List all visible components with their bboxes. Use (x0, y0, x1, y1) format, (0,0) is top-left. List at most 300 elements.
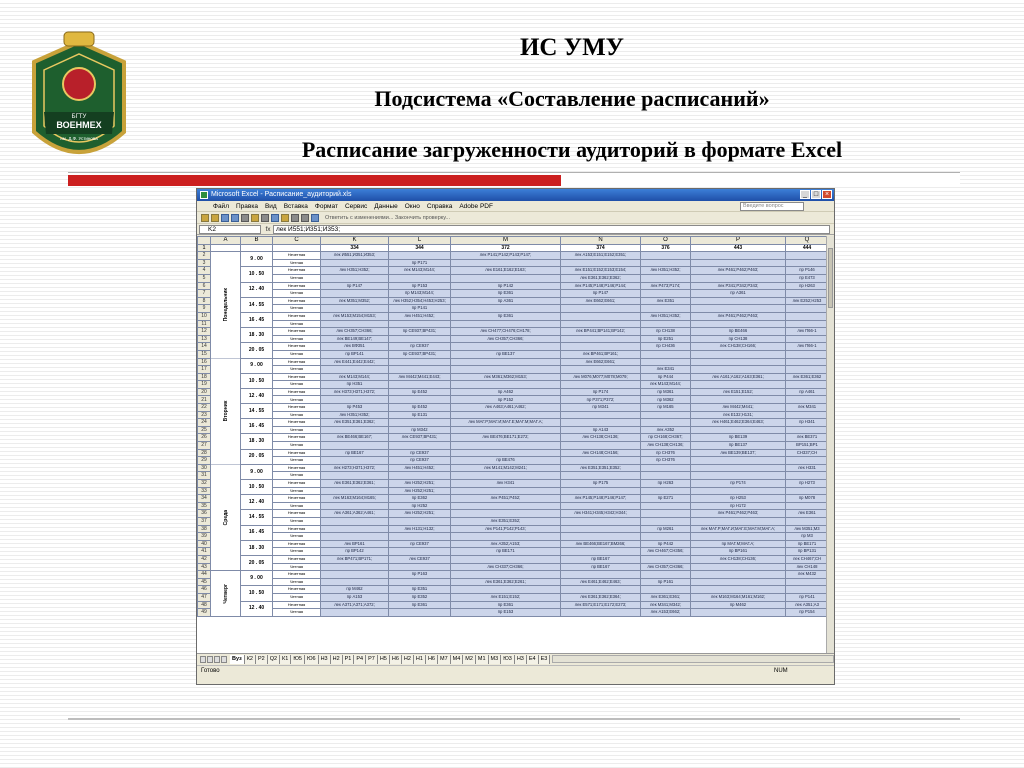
schedule-cell[interactable] (321, 396, 389, 404)
schedule-cell[interactable]: пр М462 (691, 601, 786, 609)
schedule-cell[interactable]: лек Н352;Н354;Н453;Н253; (389, 297, 451, 305)
schedule-cell[interactable] (561, 502, 641, 510)
schedule-cell[interactable]: лек П66-1 (786, 328, 829, 336)
schedule-cell[interactable] (389, 366, 451, 374)
schedule-cell[interactable] (451, 411, 561, 419)
schedule-cell[interactable]: лек Н252;Н251; (389, 480, 451, 488)
schedule-cell[interactable] (641, 290, 691, 298)
schedule-cell[interactable]: пр СН168;СН367; (641, 434, 691, 442)
row-number[interactable]: 41 (198, 548, 211, 556)
schedule-cell[interactable]: пр Р142 (451, 282, 561, 290)
schedule-cell[interactable] (786, 411, 829, 419)
row-number[interactable]: 33 (198, 487, 211, 495)
close-button[interactable]: × (822, 190, 832, 199)
schedule-cell[interactable]: лек Р461;Р462;Р463; (691, 312, 786, 320)
schedule-cell[interactable]: пр СЕ937 (389, 540, 451, 548)
column-header[interactable]: A (211, 237, 241, 245)
schedule-cell[interactable]: лек М432 (786, 571, 829, 579)
schedule-cell[interactable] (451, 381, 561, 389)
schedule-cell[interactable]: пр МАГ.М;МАГ.А; (691, 540, 786, 548)
schedule-cell[interactable] (321, 517, 389, 525)
sheet-tab[interactable]: Н3 (515, 655, 527, 664)
schedule-cell[interactable]: лек СЕ937;ВР431; (389, 434, 451, 442)
schedule-cell[interactable]: лек Е351;Е351;Е352; (561, 464, 641, 472)
schedule-cell[interactable]: пр СЕ937 (389, 343, 451, 351)
schedule-cell[interactable]: лек Е151;Е152; (691, 388, 786, 396)
schedule-cell[interactable]: лек А153;Е151;Е152;Е351; (561, 252, 641, 260)
schedule-cell[interactable]: пр ВЕ171 (451, 548, 561, 556)
schedule-cell[interactable] (691, 533, 786, 541)
schedule-cell[interactable] (389, 533, 451, 541)
schedule-cell[interactable] (321, 457, 389, 465)
schedule-cell[interactable] (786, 426, 829, 434)
schedule-cell[interactable]: пр М078 (786, 495, 829, 503)
column-header[interactable] (198, 237, 211, 245)
schedule-cell[interactable] (389, 517, 451, 525)
schedule-cell[interactable] (786, 358, 829, 366)
schedule-cell[interactable] (451, 533, 561, 541)
sheet-tab[interactable]: Н3 (319, 655, 331, 664)
schedule-cell[interactable]: пр ВЕ466 (691, 328, 786, 336)
row-number[interactable]: 17 (198, 366, 211, 374)
row-number[interactable]: 19 (198, 381, 211, 389)
schedule-cell[interactable]: пр Е251 (641, 335, 691, 343)
row-number[interactable]: 45 (198, 578, 211, 586)
schedule-cell[interactable]: пр СЕ937;ВР431; (389, 350, 451, 358)
schedule-cell[interactable] (786, 381, 829, 389)
schedule-cell[interactable]: лек Н341 (451, 480, 561, 488)
schedule-cell[interactable]: лек Е361 (786, 510, 829, 518)
sheet-tab[interactable]: М4 (451, 655, 464, 664)
sheet-tab[interactable]: Ю3 (501, 655, 515, 664)
schedule-cell[interactable]: пр Е352 (389, 593, 451, 601)
cell[interactable] (241, 244, 273, 252)
help-search-input[interactable]: Введите вопрос (740, 202, 804, 211)
schedule-cell[interactable] (321, 305, 389, 313)
schedule-cell[interactable] (691, 252, 786, 260)
schedule-cell[interactable] (451, 358, 561, 366)
schedule-cell[interactable]: пр М165 (641, 404, 691, 412)
schedule-cell[interactable] (561, 411, 641, 419)
schedule-cell[interactable] (451, 472, 561, 480)
schedule-cell[interactable]: лек Е662;Е661; (561, 358, 641, 366)
schedule-cell[interactable] (561, 472, 641, 480)
schedule-cell[interactable]: лек Н373;Н371;Н372; (321, 388, 389, 396)
schedule-cell[interactable]: лек СН477;СН476;СН178; (451, 328, 561, 336)
schedule-cell[interactable] (786, 290, 829, 298)
schedule-cell[interactable]: лек М442;М441; (691, 404, 786, 412)
row-number[interactable]: 7 (198, 290, 211, 298)
schedule-cell[interactable] (786, 366, 829, 374)
schedule-cell[interactable]: пр Е153 (451, 609, 561, 617)
schedule-cell[interactable]: лек Е151;Е152; (451, 593, 561, 601)
schedule-cell[interactable] (641, 274, 691, 282)
schedule-cell[interactable] (451, 366, 561, 374)
schedule-cell[interactable] (691, 358, 786, 366)
schedule-cell[interactable]: пр ВЕ167 (561, 555, 641, 563)
open-icon[interactable] (211, 214, 219, 222)
row-number[interactable]: 18 (198, 373, 211, 381)
schedule-cell[interactable]: пр ВР142 (321, 548, 389, 556)
schedule-cell[interactable] (451, 487, 561, 495)
schedule-cell[interactable]: пр ВР141 (321, 350, 389, 358)
schedule-cell[interactable] (641, 411, 691, 419)
menu-item[interactable]: Данные (374, 203, 398, 210)
schedule-cell[interactable]: лек ВР471;ВР171; (321, 555, 389, 563)
schedule-cell[interactable] (691, 426, 786, 434)
schedule-cell[interactable] (451, 502, 561, 510)
column-header[interactable]: L (389, 237, 451, 245)
schedule-cell[interactable] (691, 457, 786, 465)
schedule-cell[interactable] (691, 396, 786, 404)
sheet-tab[interactable]: Е3 (539, 655, 551, 664)
schedule-cell[interactable] (561, 343, 641, 351)
schedule-cell[interactable]: пр ВЕ476 (451, 457, 561, 465)
schedule-cell[interactable] (451, 259, 561, 267)
schedule-cell[interactable]: лек Е132;Н131; (691, 411, 786, 419)
schedule-cell[interactable] (451, 586, 561, 594)
schedule-cell[interactable]: пр Е271 (641, 495, 691, 503)
schedule-cell[interactable] (321, 525, 389, 533)
schedule-cell[interactable]: лек СН138;СН136; (561, 434, 641, 442)
schedule-cell[interactable] (321, 426, 389, 434)
schedule-cell[interactable]: пр ВЕ167 (321, 449, 389, 457)
schedule-cell[interactable]: лек М143;М144; (389, 267, 451, 275)
sheet-tab[interactable]: Н6 (426, 655, 438, 664)
schedule-cell[interactable]: лек Н351;Н352; (321, 267, 389, 275)
schedule-cell[interactable] (691, 609, 786, 617)
schedule-cell[interactable] (786, 487, 829, 495)
schedule-cell[interactable]: пр СН376 (641, 449, 691, 457)
schedule-cell[interactable] (786, 586, 829, 594)
row-number[interactable]: 47 (198, 593, 211, 601)
schedule-cell[interactable]: пр Р174 (561, 388, 641, 396)
schedule-cell[interactable]: ВР151;ВР1 (786, 442, 829, 450)
schedule-cell[interactable] (691, 586, 786, 594)
schedule-cell[interactable]: пр М342 (389, 426, 451, 434)
column-header[interactable]: C (273, 237, 321, 245)
schedule-cell[interactable]: лек СН138;СН136; (641, 442, 691, 450)
schedule-cell[interactable] (641, 472, 691, 480)
print-icon[interactable] (231, 214, 239, 222)
schedule-cell[interactable]: пр Р444 (641, 373, 691, 381)
schedule-cell[interactable]: пр Р154 (786, 609, 829, 617)
schedule-cell[interactable] (691, 274, 786, 282)
schedule-cell[interactable] (641, 571, 691, 579)
row-number[interactable]: 36 (198, 510, 211, 518)
schedule-cell[interactable] (786, 472, 829, 480)
menu-item[interactable]: Формат (314, 203, 338, 210)
row-number[interactable]: 11 (198, 320, 211, 328)
schedule-cell[interactable]: пр СН436 (641, 343, 691, 351)
schedule-cell[interactable] (321, 320, 389, 328)
schedule-cell[interactable]: лек Р461;Р462;Р463; (691, 267, 786, 275)
schedule-cell[interactable]: лек ВЕ466;ВЕ167; (321, 434, 389, 442)
schedule-cell[interactable] (641, 502, 691, 510)
sheet-tab[interactable]: Н1 (414, 655, 426, 664)
schedule-cell[interactable] (691, 487, 786, 495)
schedule-cell[interactable]: пр СН138 (641, 328, 691, 336)
schedule-cell[interactable] (389, 609, 451, 617)
schedule-cell[interactable]: лек А361;А362;А461; (321, 510, 389, 518)
schedule-cell[interactable]: лек М341;М342; (641, 601, 691, 609)
row-number[interactable]: 22 (198, 404, 211, 412)
schedule-cell[interactable]: пр А143 (561, 426, 641, 434)
row-number[interactable]: 4 (198, 267, 211, 275)
schedule-cell[interactable]: пр Р175 (561, 480, 641, 488)
row-number[interactable]: 42 (198, 555, 211, 563)
schedule-cell[interactable]: пр СН138 (691, 335, 786, 343)
schedule-cell[interactable]: лек Н331 (786, 464, 829, 472)
row-number[interactable]: 27 (198, 442, 211, 450)
schedule-cell[interactable] (691, 259, 786, 267)
schedule-cell[interactable]: пр А153 (321, 593, 389, 601)
preview-icon[interactable] (241, 214, 249, 222)
schedule-cell[interactable]: лек Е361;Е361; (641, 593, 691, 601)
schedule-cell[interactable]: пр Р141 (786, 593, 829, 601)
row-number[interactable]: 38 (198, 525, 211, 533)
schedule-cell[interactable] (451, 442, 561, 450)
schedule-cell[interactable] (389, 358, 451, 366)
schedule-cell[interactable]: пр А461 (786, 388, 829, 396)
schedule-cell[interactable] (691, 578, 786, 586)
schedule-cell[interactable] (561, 381, 641, 389)
sheet-tab[interactable]: Вуз (230, 655, 245, 664)
schedule-cell[interactable]: лек Р451;Р452; (451, 495, 561, 503)
schedule-cell[interactable]: лек Е351;Е361;Е362; (321, 419, 389, 427)
sheet-tab[interactable]: Р1 (343, 655, 355, 664)
row-number[interactable]: 25 (198, 426, 211, 434)
schedule-cell[interactable]: лек Н351;Н352; (321, 411, 389, 419)
schedule-cell[interactable] (561, 305, 641, 313)
schedule-cell[interactable]: лек А463;А461;А462; (451, 404, 561, 412)
sheet-tab[interactable]: Р2 (256, 655, 268, 664)
tab-prev-button[interactable] (207, 656, 213, 663)
schedule-cell[interactable] (641, 259, 691, 267)
row-number[interactable]: 29 (198, 457, 211, 465)
schedule-cell[interactable]: лек Н273;Н371;Н372; (321, 464, 389, 472)
schedule-cell[interactable] (561, 586, 641, 594)
schedule-cell[interactable]: лек Н451;Н452; (389, 312, 451, 320)
column-header[interactable]: N (561, 237, 641, 245)
schedule-cell[interactable]: лек ВЕ149;ВЕ147; (321, 335, 389, 343)
schedule-cell[interactable]: лек Е351 (641, 297, 691, 305)
schedule-cell[interactable]: пр Е351 (389, 586, 451, 594)
schedule-cell[interactable]: пр М261 (641, 525, 691, 533)
schedule-cell[interactable]: лек Р341;Р342;Р343; (691, 282, 786, 290)
column-header[interactable]: M (451, 237, 561, 245)
name-box[interactable]: K2 (199, 225, 261, 234)
schedule-cell[interactable]: лек МАГ.Р;МАГ.И;МАГ.Е;МАГ.М;МАГ.А; (691, 525, 786, 533)
schedule-cell[interactable] (321, 571, 389, 579)
row-number[interactable]: 48 (198, 601, 211, 609)
copy-icon[interactable] (271, 214, 279, 222)
row-number[interactable]: 13 (198, 335, 211, 343)
schedule-cell[interactable]: пр Р161 (641, 578, 691, 586)
redo-icon[interactable] (301, 214, 309, 222)
schedule-cell[interactable]: пр ВР131 (786, 548, 829, 556)
schedule-cell[interactable]: лек Р141;Р142;Р143; (451, 525, 561, 533)
sheet-tab[interactable]: Р4 (354, 655, 366, 664)
sheet-tab[interactable]: Н2 (331, 655, 343, 664)
schedule-cell[interactable] (561, 320, 641, 328)
schedule-cell[interactable] (389, 381, 451, 389)
schedule-cell[interactable]: пр Н263 (786, 282, 829, 290)
schedule-cell[interactable]: пр Н253 (691, 495, 786, 503)
schedule-cell[interactable]: пр А462 (451, 388, 561, 396)
schedule-cell[interactable]: лек ВФ351 (321, 343, 389, 351)
schedule-cell[interactable]: лек Р145;Р148;Р146;Р147; (561, 495, 641, 503)
schedule-cell[interactable] (691, 571, 786, 579)
schedule-cell[interactable]: лек М351;М352; (321, 297, 389, 305)
schedule-cell[interactable] (691, 381, 786, 389)
schedule-cell[interactable] (451, 274, 561, 282)
schedule-cell[interactable]: лек Н351;Н352; (641, 267, 691, 275)
room-number-cell[interactable]: 443 (691, 244, 786, 252)
schedule-cell[interactable]: лек М153;М154;М153; (321, 312, 389, 320)
schedule-cell[interactable]: пр Н341 (786, 419, 829, 427)
schedule-cell[interactable] (451, 320, 561, 328)
schedule-cell[interactable]: лек И551;И351;И353; (321, 252, 389, 260)
schedule-cell[interactable] (321, 259, 389, 267)
schedule-cell[interactable] (691, 297, 786, 305)
schedule-cell[interactable]: лек Е662;Е661; (561, 297, 641, 305)
formula-input[interactable]: лек И551;И351;И353; (273, 225, 830, 234)
schedule-cell[interactable] (321, 290, 389, 298)
menu-item[interactable]: Вид (264, 203, 277, 210)
schedule-cell[interactable]: лек Н341;Н345;Н342;Н344; (561, 510, 641, 518)
schedule-cell[interactable] (786, 578, 829, 586)
paste-icon[interactable] (281, 214, 289, 222)
schedule-cell[interactable] (786, 305, 829, 313)
schedule-cell[interactable]: лек Н252;Н251; (389, 510, 451, 518)
new-icon[interactable] (201, 214, 209, 222)
schedule-cell[interactable] (321, 578, 389, 586)
review-toolbar-text[interactable]: Ответить с изменениями... Закончить проверку... (325, 214, 451, 221)
schedule-cell[interactable] (389, 472, 451, 480)
schedule-cell[interactable]: лек Е461;Е462;Е463; (561, 578, 641, 586)
schedule-cell[interactable]: пр ВР161 (691, 548, 786, 556)
schedule-cell[interactable] (641, 533, 691, 541)
undo-icon[interactable] (291, 214, 299, 222)
column-header[interactable]: P (691, 237, 786, 245)
room-number-cell[interactable]: 374 (561, 244, 641, 252)
schedule-cell[interactable] (389, 396, 451, 404)
row-number[interactable]: 8 (198, 297, 211, 305)
tab-next-button[interactable] (214, 656, 220, 663)
row-number[interactable]: 34 (198, 495, 211, 503)
schedule-cell[interactable] (786, 312, 829, 320)
schedule-cell[interactable] (561, 335, 641, 343)
schedule-cell[interactable] (561, 525, 641, 533)
schedule-cell[interactable]: лек СН467;СН356; (641, 548, 691, 556)
row-number[interactable]: 3 (198, 259, 211, 267)
schedule-cell[interactable] (389, 252, 451, 260)
spell-icon[interactable] (251, 214, 259, 222)
schedule-cell[interactable]: пр ВЕ137 (691, 442, 786, 450)
schedule-cell[interactable]: пр М3 (786, 533, 829, 541)
schedule-cell[interactable] (641, 305, 691, 313)
schedule-cell[interactable]: лек М143;М144; (641, 381, 691, 389)
tab-first-button[interactable] (200, 656, 206, 663)
schedule-cell[interactable]: лек ВЕ139;ВЕ137; (691, 449, 786, 457)
schedule-cell[interactable]: пр Р442 (641, 540, 691, 548)
schedule-cell[interactable]: лек А371;А371;А372; (321, 601, 389, 609)
schedule-cell[interactable]: лек Н461;Е462;Е364;Е463; (691, 419, 786, 427)
schedule-cell[interactable] (641, 517, 691, 525)
row-number[interactable]: 32 (198, 480, 211, 488)
schedule-cell[interactable] (641, 510, 691, 518)
schedule-cell[interactable]: лек ВЕ476;ВЕ171;Е272; (451, 434, 561, 442)
schedule-cell[interactable]: пр СЕ937;ВР431; (389, 328, 451, 336)
schedule-cell[interactable]: пр Н351 (321, 381, 389, 389)
schedule-cell[interactable]: пр Е361 (389, 601, 451, 609)
schedule-cell[interactable]: лек А352 (641, 426, 691, 434)
schedule-cell[interactable]: лек Е151;Е152;Е153;Е154; (561, 267, 641, 275)
menu-item[interactable]: Справка (426, 203, 453, 210)
row-number[interactable]: 14 (198, 343, 211, 351)
schedule-cell[interactable]: пр Е361 (451, 312, 561, 320)
schedule-cell[interactable]: лек Е252;Н253 (786, 297, 829, 305)
schedule-cell[interactable]: пр ВЕ171 (786, 540, 829, 548)
schedule-cell[interactable]: лек ВР461;ВР161; (561, 350, 641, 358)
schedule-cell[interactable] (786, 320, 829, 328)
schedule-cell[interactable] (389, 563, 451, 571)
schedule-cell[interactable] (389, 548, 451, 556)
menu-item[interactable]: Правка (235, 203, 258, 210)
schedule-cell[interactable] (561, 487, 641, 495)
schedule-cell[interactable]: пр ВЕ167 (561, 563, 641, 571)
menu-item[interactable]: Окно (404, 203, 420, 210)
row-number[interactable]: 10 (198, 312, 211, 320)
schedule-cell[interactable]: лек М076;М077;М078;М079; (561, 373, 641, 381)
schedule-cell[interactable] (451, 510, 561, 518)
sheet-tab[interactable]: М7 (438, 655, 451, 664)
schedule-cell[interactable]: лек Е361;Е362;Е361; (321, 480, 389, 488)
schedule-cell[interactable]: лек А153;Е662; (641, 609, 691, 617)
row-number[interactable]: 12 (198, 328, 211, 336)
row-number[interactable]: 15 (198, 350, 211, 358)
row-number[interactable]: 5 (198, 274, 211, 282)
schedule-cell[interactable]: СН337;СН (786, 449, 829, 457)
schedule-cell[interactable] (389, 442, 451, 450)
sheet-tab[interactable]: К2 (245, 655, 256, 664)
room-number-cell[interactable]: 372 (451, 244, 561, 252)
schedule-cell[interactable]: лек Р141;Р142;Р143;Р147; (451, 252, 561, 260)
maximize-button[interactable]: □ (811, 190, 821, 199)
row-number[interactable]: 2 (198, 252, 211, 260)
schedule-cell[interactable] (786, 517, 829, 525)
schedule-cell[interactable] (641, 464, 691, 472)
sheet-tab[interactable]: М1 (476, 655, 489, 664)
schedule-cell[interactable]: пр ВЕ139 (691, 434, 786, 442)
schedule-cell[interactable] (691, 305, 786, 313)
schedule-cell[interactable]: лек СН138;СН136; (691, 555, 786, 563)
schedule-cell[interactable]: пр Р146 (786, 267, 829, 275)
row-number[interactable]: 39 (198, 533, 211, 541)
schedule-cell[interactable]: пр Е473 (786, 274, 829, 282)
schedule-cell[interactable]: лек СЕ937 (389, 555, 451, 563)
schedule-cell[interactable] (561, 259, 641, 267)
schedule-cell[interactable] (451, 555, 561, 563)
schedule-cell[interactable]: лек СН357;СН366; (321, 328, 389, 336)
schedule-cell[interactable]: пр Е361 (451, 290, 561, 298)
schedule-cell[interactable]: пр Р163 (389, 571, 451, 579)
column-header[interactable]: O (641, 237, 691, 245)
schedule-cell[interactable]: лек М163;М164;М161;М162; (691, 593, 786, 601)
schedule-cell[interactable]: лек Е361;Е362;Е261; (451, 578, 561, 586)
schedule-cell[interactable]: лек СН138;СН166; (691, 343, 786, 351)
